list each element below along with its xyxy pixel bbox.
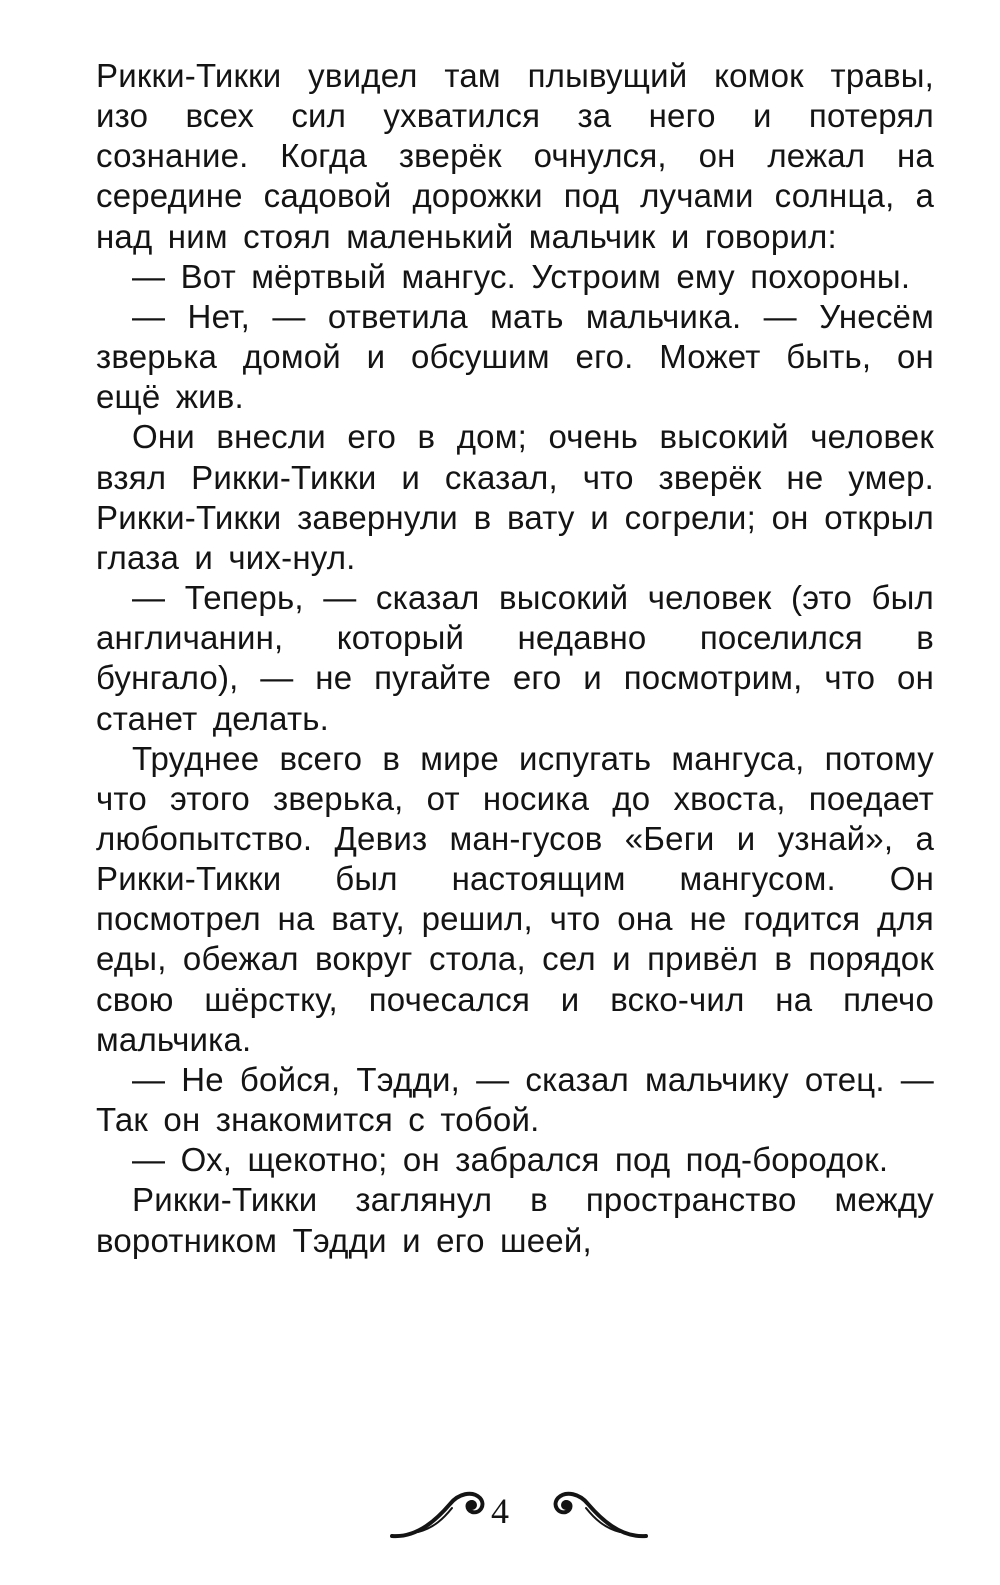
paragraph-8: — Ох, щекотно; он забрался под под-бородок. (132, 1141, 889, 1179)
paragraph-5: — Теперь, — сказал высокий человек (это был англичанин, который недавно поселился в бунгало), — не пугайте его и посмотрим, что он станет делать. (96, 579, 934, 737)
paragraph-4: Они внесли его в дом; очень высокий человек взял Рикки-Тикки и сказал, что зверёк не умер. Рикки-Тикки завернули в вату и согрели; он открыл глаза и чих-нул. (96, 418, 934, 576)
paragraph-9: Рикки-Тикки заглянул в пространство между воротником Тэдди и его шеей, (96, 1181, 934, 1259)
paragraph-6: Труднее всего в мире испугать мангуса, потому что этого зверька, от носика до хвоста, поедает любопытство. Девиз ман-гусов «Беги и узнай», а Рикки-Тикки был настоящим мангусом. Он посмотрел на вату, решил, что она не годится для еды, обежал вокруг стола, сел и привёл в порядок свою шёрстку, почесался и вско-чил на плечо мальчика. (96, 739, 934, 1058)
right-swirl-ornament-icon (540, 1478, 650, 1548)
paragraph-3: — Нет, — ответила мать мальчика. — Унесём зверька домой и обсушим его. Может быть, он ещё жив. (96, 297, 934, 416)
paragraph-1: Рикки-Тикки увидел там плывущий комок травы, изо всех сил ухватился за него и потерял сознание. Когда зверёк очнулся, он лежал на середине садовой дорожки под лучами солнца, а над ним стоял маленький мальчик и говорил: (96, 57, 934, 255)
paragraph-2: — Вот мёртвый мангус. Устроим ему похороны. (132, 257, 911, 295)
page-number: 4 (491, 1491, 509, 1531)
page-footer (0, 1478, 1000, 1548)
paragraph-7: — Не бойся, Тэдди, — сказал мальчику отец. — Так он знакомится с тобой. (96, 1060, 934, 1139)
page-body (96, 56, 934, 1261)
